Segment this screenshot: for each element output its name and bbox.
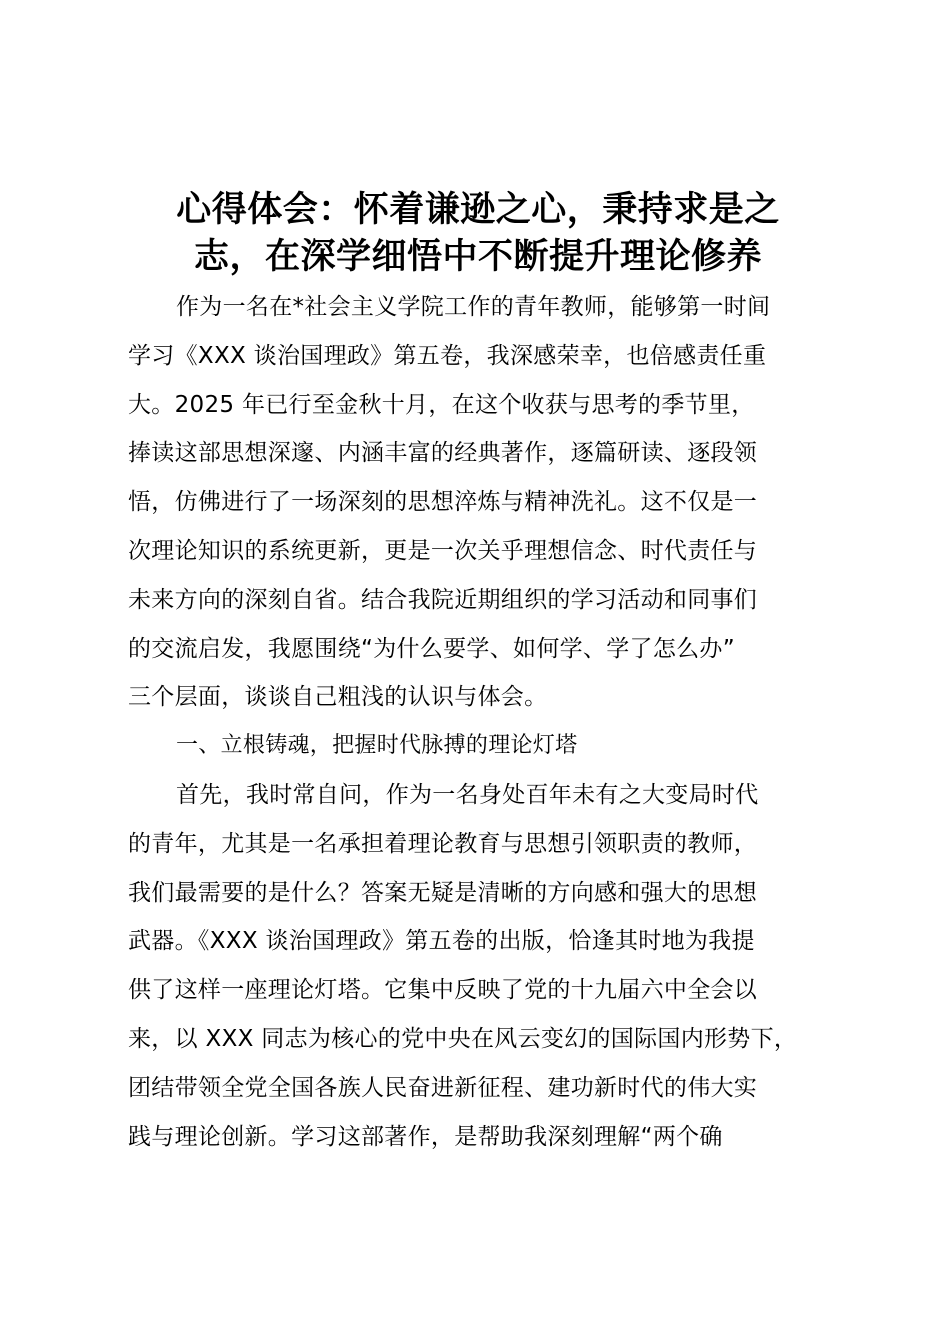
paragraph-line: 首先，我时常自问，作为一名身处百年未有之大变局时代 <box>176 781 759 808</box>
paragraph-line: 来，以 XXX 同志为核心的党中央在风云变幻的国际国内形势下， <box>128 1025 798 1052</box>
paragraph-line: 践与理论创新。学习这部著作，是帮助我深刻理解“两个确 <box>128 1123 723 1150</box>
section-heading: 一、立根铸魂，把握时代脉搏的理论灯塔 <box>176 733 578 759</box>
paragraph-line: 的交流启发，我愿围绕“为什么要学、如何学、学了怎么办” <box>128 635 735 662</box>
paragraph-line: 供了这样一座理论灯塔。它集中反映了党的十九届六中全会以 <box>128 977 758 1004</box>
title-line: 心得体会：怀着谦逊之心，秉持求是之 <box>176 189 780 230</box>
paragraph-line: 我们最需要的是什么？答案无疑是清晰的方向感和强大的思想 <box>128 879 758 906</box>
paragraph-line: 的青年，尤其是一名承担着理论教育与思想引领职责的教师， <box>128 830 758 857</box>
paragraph-line: 作为一名在*社会主义学院工作的青年教师，能够第一时间 <box>176 294 771 320</box>
paragraph-line: 武器。《XXX 谈治国理政》第五卷的出版，恰逢其时地为我提 <box>128 928 755 955</box>
title-line: 志，在深学细悟中不断提升理论修养 <box>193 236 762 277</box>
paragraph-line: 团结带领全党全国各族人民奋进新征程、建功新时代的伟大实 <box>128 1074 758 1101</box>
paragraph-line: 学习《XXX 谈治国理政》第五卷，我深感荣幸，也倍感责任重 <box>128 342 767 369</box>
paragraph-line: 大。2025 年已行至金秋十月，在这个收获与思考的季节里， <box>128 391 755 418</box>
paragraph-line: 三个层面，谈谈自己粗浅的认识与体会。 <box>128 684 548 711</box>
paragraph-line: 未来方向的深刻自省。结合我院近期组织的学习活动和同事们 <box>128 586 758 613</box>
paragraph-line: 次理论知识的系统更新，更是一次关乎理想信念、时代责任与 <box>128 537 758 564</box>
paragraph-line: 捧读这部思想深邃、内涵丰富的经典著作，逐篇研读、逐段领 <box>128 440 758 467</box>
document-title <box>120 186 836 280</box>
document-body <box>128 283 833 1161</box>
paragraph-line: 悟，仿佛进行了一场深刻的思想淬炼与精神洗礼。这不仅是一 <box>128 489 758 516</box>
